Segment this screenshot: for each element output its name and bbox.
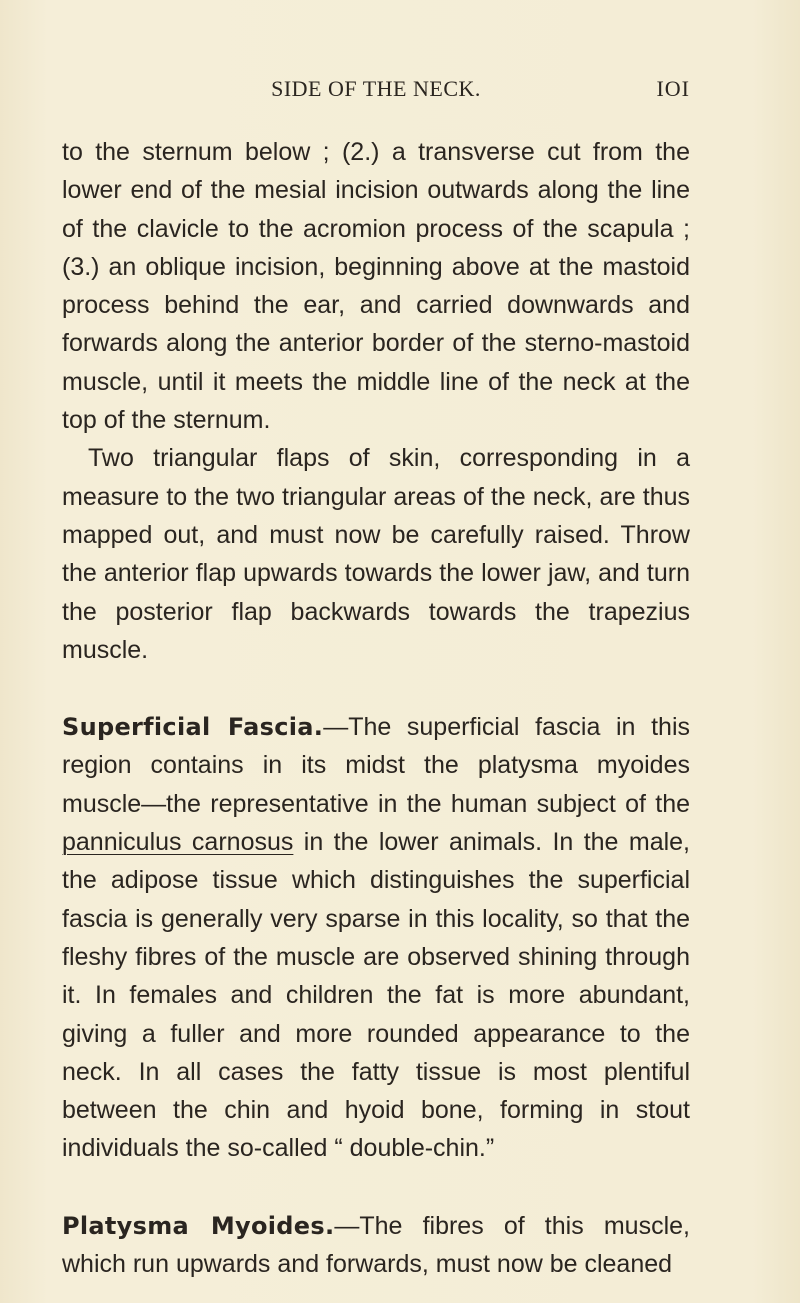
section-heading-superficial-fascia: Superficial Fascia.	[62, 713, 324, 742]
page-number: IOI	[656, 76, 690, 101]
body-text	[62, 133, 690, 1283]
section-platysma-myoides	[62, 1207, 690, 1284]
paragraph-continued: to the sternum below ; (2.) a transverse cut from the lower end of the mesial incision outwards along the line of the clavicle to the acromion process of the scapula ; (3.) an oblique incision, beginning above at the mastoid process behind the ear, and carried downwards and forwards along the anterior border of the sterno-mastoid muscle, until it meets the middle line of the neck at the top of the sternum.	[62, 138, 690, 435]
running-head-title: SIDE OF THE NECK.	[271, 76, 481, 101]
platysma-myoides-text: —The fibres of this muscle, which run upwards and forwards, must now be cleaned	[62, 1211, 690, 1279]
section-heading-platysma-myoides: Platysma Myoides.	[62, 1211, 335, 1240]
superficial-fascia-text-a: —The superficial fascia in this region contains in its midst the platysma myoides muscle—the representative in the human subject of the	[62, 713, 690, 818]
section-superficial-fascia	[62, 708, 690, 1168]
superficial-fascia-text-b: in the lower animals. In the male, the adipose tissue which distinguishes the superficial fascia is generally very sparse in this locality, so that the fleshy fibres of the muscle are observed shining through it. In females and children the fat is more abundant, giving a fuller and more rounded appearance to the neck. In all cases the fatty tissue is most plentiful between the chin and hyoid bone, forming in stout individuals the so-called “ double-chin.”	[62, 828, 691, 1163]
paragraph-flaps: Two triangular flaps of skin, corresponding in a measure to the two triangular areas of the neck, are thus mapped out, and must now be carefully raised. Throw the anterior flap upwards towards the lower jaw, and turn the posterior flap backwards towards the trapezius muscle.	[62, 444, 690, 664]
running-head	[62, 76, 690, 110]
underlined-term: panniculus carnosus	[62, 828, 294, 857]
